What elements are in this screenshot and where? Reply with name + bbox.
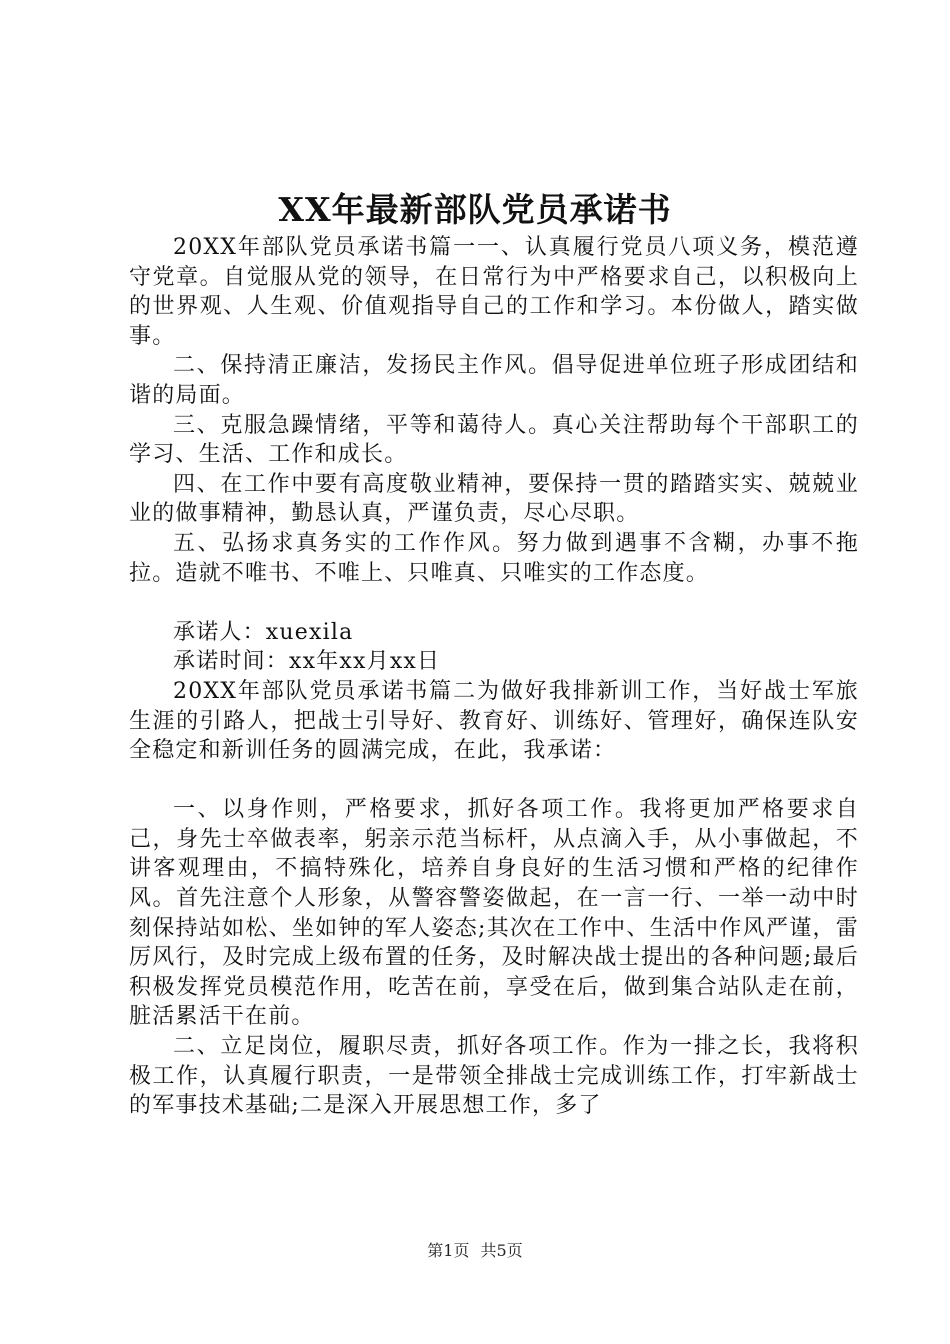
page-footer [0,1240,950,1262]
paragraph-pledge-3: 三、克服急躁情绪，平等和蔼待人。真心关注帮助每个干部职工的学习、生活、工作和成长。 [129,412,859,468]
paragraph-pledge-2: 二、保持清正廉洁，发扬民主作风。倡导促进单位班子形成团结和谐的局面。 [129,353,859,408]
paragraph-spacer [129,766,859,796]
paragraph-pledge-4: 四、在工作中要有高度敬业精神，要保持一贯的踏踏实实、兢兢业业的做事精神，勤恳认真，严谨负责，尽心尽职。 [129,471,859,527]
paragraph-pledge-two-intro: 20XX年部队党员承诺书篇二为做好我排新训工作，当好战士军旅生涯的引路人，把战士引导好、教育好、训练好、管理好，确保连队安全稳定和新训任务的圆满完成，在此，我承诺： [129,678,859,764]
page-number: 第1页 [427,1241,470,1260]
paragraph-pledge-two-2: 二、立足岗位，履职尽责，抓好各项工作。作为一排之长，我将积极工作，认真履行职责，一是带领全排战士完成训练工作，打牢新战士的军事技术基础;二是深入开展思想工作，多了 [129,1034,859,1119]
signatory-line: 承诺人：xuexila [173,619,354,645]
paragraph-pledge-5: 五、弘扬求真务实的工作作风。努力做到遇事不含糊，办事不拖拉。造就不唯书、不唯上、只唯真、只唯实的工作态度。 [129,530,859,586]
paragraph-spacer [129,588,859,618]
document-body [129,233,859,1121]
document-title: XX年最新部队党员承诺书 [278,190,672,229]
paragraph-pledge-two-1: 一、以身作则，严格要求，抓好各项工作。我将更加严格要求自己，身先士卒做表率，躬亲示范当标杆，从点滴入手，从小事做起，不讲客观理由，不搞特殊化，培养自身良好的生活习惯和严格的纪律作风。首先注意个人形象，从警容警姿做起，在一言一行、一举一动中时刻保持站如松、坐如钟的军人姿态;其次在工作中、生活中作风严谨，雷厉风行，及时完成上级布置的任务，及时解决战士提出的各种问题;最后积极发挥党员模范作用，吃苦在前，享受在后，做到集合站队走在前，脏活累活干在前。 [129,797,859,1030]
paragraph-pledge-1: 20XX年部队党员承诺书篇一一、认真履行党员八项义务，模范遵守党章。自觉服从党的领导，在日常行为中严格要求自己，以积极向上的世界观、人生观、价值观指导自己的工作和学习。本份做人，踏实做事。 [129,235,859,349]
pledge-date-line: 承诺时间：xx年xx月xx日 [173,649,441,675]
page-total: 共5页 [480,1241,523,1260]
